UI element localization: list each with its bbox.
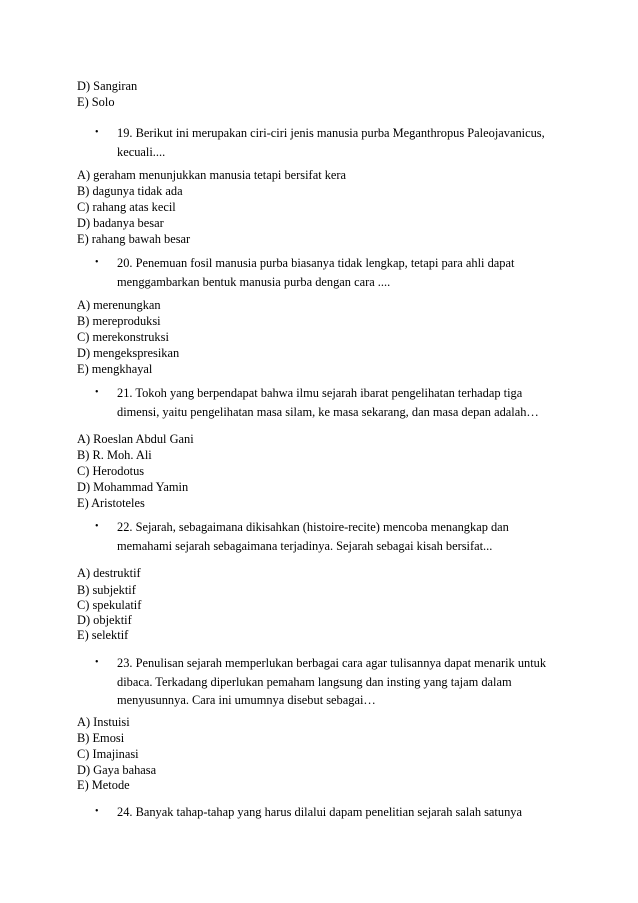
question-item <box>95 803 565 822</box>
bullet-icon: • <box>95 806 99 817</box>
option-line: C) rahang atas kecil <box>77 200 176 214</box>
option-line: C) Imajinasi <box>77 747 139 761</box>
option-line: A) Roeslan Abdul Gani <box>77 432 194 446</box>
question-item <box>95 518 565 555</box>
option-line: D) mengekspresikan <box>77 346 180 360</box>
option-line: B) R. Moh. Ali <box>77 448 152 462</box>
option-line: A) destruktif <box>77 566 141 580</box>
option-line: D) objektif <box>77 613 132 627</box>
question-item <box>95 654 565 710</box>
option-line: A) merenungkan <box>77 298 161 312</box>
question-item <box>95 384 565 421</box>
option-line: E) Metode <box>77 778 130 792</box>
question-text: 23. Penulisan sejarah memperlukan berbagai cara agar tulisannya dapat menarik untuk dibaca. Terkadang diperlukan pemaham langsung dan insting yang tajam dalam menyusunnya. Cara ini umumnya disebut sebagai… <box>117 656 547 707</box>
question-item <box>95 124 565 161</box>
question-text: 20. Penemuan fosil manusia purba biasanya tidak lengkap, tetapi para ahli dapat menggambarkan bentuk manusia purba dengan cara .... <box>117 256 515 289</box>
question-item <box>95 254 565 291</box>
option-line: B) subjektif <box>77 583 136 597</box>
option-line: C) spekulatif <box>77 598 142 612</box>
option-line: E) rahang bawah besar <box>77 232 191 246</box>
question-text: 24. Banyak tahap-tahap yang harus dilalui dapam penelitian sejarah salah satunya <box>117 805 522 819</box>
question-text: 22. Sejarah, sebagaimana dikisahkan (histoire-recite) mencoba menangkap dan memahami sejarah sebagaimana terjadinya. Sejarah sebagai kisah bersifat... <box>117 520 509 553</box>
bullet-icon: • <box>95 127 99 138</box>
option-line: B) dagunya tidak ada <box>77 184 183 198</box>
option-line: E) mengkhayal <box>77 362 153 376</box>
bullet-icon: • <box>95 521 99 532</box>
option-line: D) Sangiran <box>77 79 138 93</box>
option-line: E) selektif <box>77 628 129 642</box>
option-line: E) Aristoteles <box>77 496 145 510</box>
option-line: B) mereproduksi <box>77 314 161 328</box>
option-line: A) Instuisi <box>77 715 130 729</box>
option-line: D) badanya besar <box>77 216 164 230</box>
option-line: A) geraham menunjukkan manusia tetapi bersifat kera <box>77 168 347 182</box>
option-line: B) Emosi <box>77 731 125 745</box>
option-line: D) Mohammad Yamin <box>77 480 189 494</box>
question-text: 19. Berikut ini merupakan ciri-ciri jenis manusia purba Meganthropus Paleojavanicus, kecuali.... <box>117 126 545 159</box>
bullet-icon: • <box>95 387 99 398</box>
option-line: C) merekonstruksi <box>77 330 169 344</box>
option-line: C) Herodotus <box>77 464 145 478</box>
bullet-icon: • <box>95 657 99 668</box>
bullet-icon: • <box>95 257 99 268</box>
option-line: E) Solo <box>77 95 115 109</box>
question-text: 21. Tokoh yang berpendapat bahwa ilmu sejarah ibarat pengelihatan terhadap tiga dimensi, yaitu pengelihatan masa silam, ke masa sekarang, dan masa depan adalah… <box>117 386 539 419</box>
option-line: D) Gaya bahasa <box>77 763 157 777</box>
